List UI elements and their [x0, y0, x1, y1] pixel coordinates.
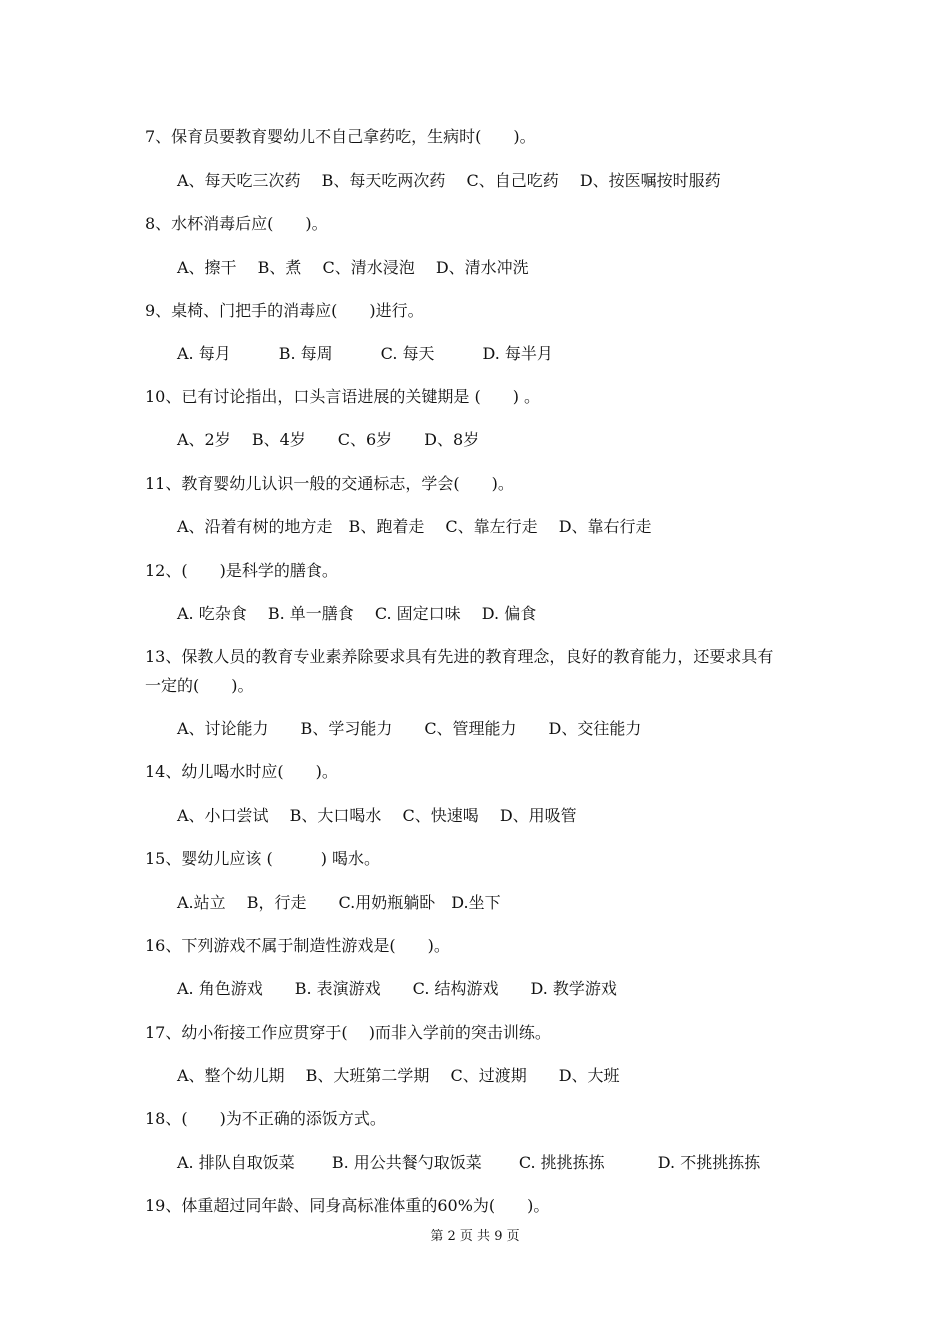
question-17-options: A、整个幼儿期 B、大班第二学期 C、过渡期 D、大班	[177, 1066, 620, 1085]
question-8: 8、水杯消毒后应( )。	[145, 214, 328, 233]
question-13: 13、保教人员的教育专业素养除要求具有先进的教育理念，良好的教育能力，还要求具有	[145, 647, 774, 666]
question-9-options: A. 每月 B. 每周 C. 每天 D. 每半月	[177, 344, 553, 363]
question-17: 17、幼小衔接工作应贯穿于( )而非入学前的突击训练。	[145, 1023, 551, 1042]
question-11: 11、教育婴幼儿认识一般的交通标志，学会( )。	[145, 474, 514, 493]
question-18: 18、( )为不正确的添饭方式。	[145, 1109, 386, 1128]
question-13-continued: 一定的( )。	[145, 676, 254, 695]
question-16: 16、下列游戏不属于制造性游戏是( )。	[145, 936, 450, 955]
page-footer: 第 2 页 共 9 页	[430, 1229, 520, 1244]
question-16-options: A. 角色游戏 B. 表演游戏 C. 结构游戏 D. 教学游戏	[177, 979, 617, 998]
question-11-options: A、沿着有树的地方走 B、跑着走 C、靠左行走 D、靠右行走	[177, 517, 652, 536]
question-18-options: A. 排队自取饭菜 B. 用公共餐勺取饭菜 C. 挑挑拣拣 D. 不挑挑拣拣	[177, 1153, 761, 1172]
question-13-options: A、讨论能力 B、学习能力 C、管理能力 D、交往能力	[177, 719, 642, 738]
question-14-options: A、小口尝试 B、大口喝水 C、快速喝 D、用吸管	[177, 806, 577, 825]
question-15: 15、婴幼儿应该 ( ) 喝水。	[145, 849, 381, 868]
question-10: 10、已有讨论指出，口头言语进展的关键期是 ( ) 。	[145, 387, 541, 406]
question-19: 19、体重超过同年龄、同身高标准体重的60%为( )。	[145, 1196, 550, 1215]
question-8-options: A、擦干 B、煮 C、清水浸泡 D、清水冲洗	[177, 258, 529, 277]
question-15-options: A.站立 B，行走 C.用奶瓶躺卧 D.坐下	[177, 893, 501, 912]
question-10-options: A、2岁 B、4岁 C、6岁 D、8岁	[177, 430, 480, 449]
question-7: 7、保育员要教育婴幼儿不自己拿药吃，生病时( )。	[145, 127, 536, 146]
question-14: 14、幼儿喝水时应( )。	[145, 762, 338, 781]
question-9: 9、桌椅、门把手的消毒应( )进行。	[145, 301, 424, 320]
question-7-options: A、每天吃三次药 B、每天吃两次药 C、自己吃药 D、按医嘱按时服药	[177, 171, 721, 190]
question-12: 12、( )是科学的膳食。	[145, 561, 338, 580]
question-12-options: A. 吃杂食 B. 单一膳食 C. 固定口味 D. 偏食	[177, 604, 537, 623]
